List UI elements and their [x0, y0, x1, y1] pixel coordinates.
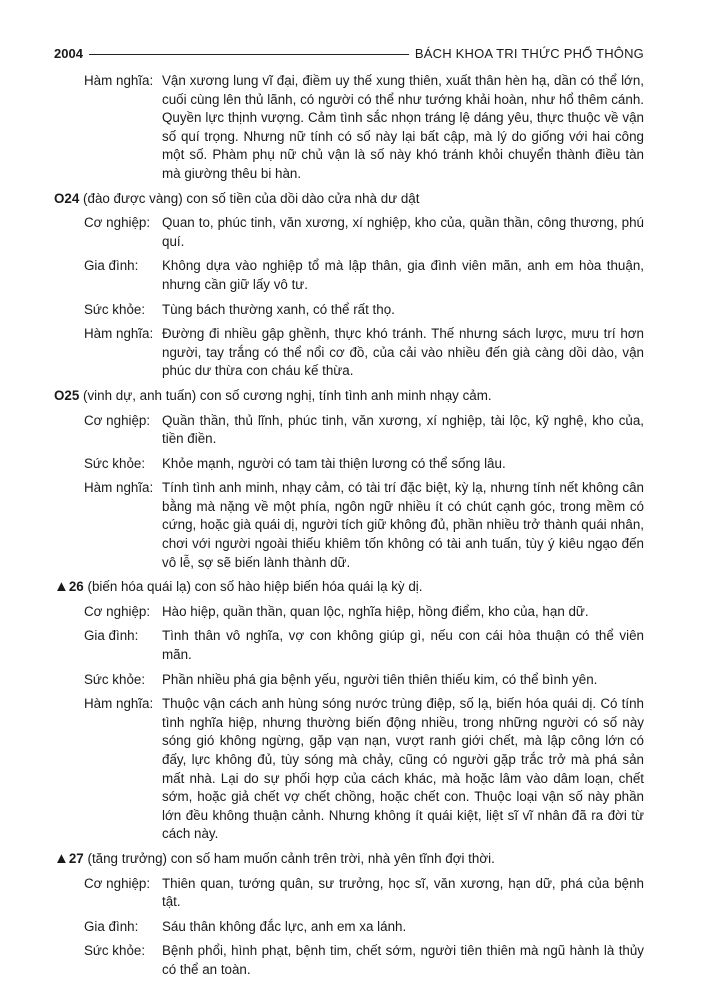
section-number: 27 — [68, 850, 84, 866]
entry-row — [54, 325, 644, 381]
entry-label: Cơ nghiệp: — [84, 603, 151, 619]
entry-text: Đường đi nhiều gập ghềnh, thực khó tránh. Thế nhưng sách lược, mưu trí hơn người, tay trắng có thể nổi cơ đồ, của cải vào nhiều đến già càng dồi dào, vận phúc dư thừa con cháu kế thừa. — [162, 326, 644, 379]
document-page — [54, 44, 644, 986]
entry-label: Gia đình: — [84, 628, 139, 644]
entry-text: Quần thần, thủ lĩnh, phúc tinh, văn xương, xí nghiệp, tài lộc, kỹ nghệ, kho của, tiền điền. — [162, 412, 644, 447]
section-number: 26 — [68, 579, 84, 595]
entry-row — [54, 942, 644, 979]
entry-label: Hàm nghĩa: — [84, 326, 154, 342]
entry-label: Sức khỏe: — [84, 455, 146, 471]
section-heading — [54, 850, 644, 869]
entry-label: Cơ nghiệp: — [84, 215, 151, 231]
entry-text: Vận xương lung vĩ đại, điềm uy thế xung thiên, xuất thân hèn hạ, dần có thể lớn, cuối cùng lên thủ lãnh, có người có thể như tướng khải hoàn, như hổ thêm cánh. Quyền lực thịnh vượng. Cảm tình sắc nhọn tráng lệ dáng yêu, thực thuộc về vận số quí trọng. Nhưng nữ tính có số này lại bất cập, mà lý do giống với hai công một số. Phàm phụ nữ chủ vận là số này khó tránh khỏi chuyển thành điều tàn mà giường thêu bi hàn. — [162, 73, 644, 181]
entry-label: Hàm nghĩa: — [84, 696, 154, 712]
page-number: 2004 — [54, 45, 83, 61]
running-header — [54, 44, 644, 64]
entry-text: Tình thân vô nghĩa, vợ con không giúp gì, nếu con cái hòa thuận có thể viên mãn. — [162, 628, 644, 663]
entry-text: Tùng bách thường xanh, có thể rất thọ. — [162, 301, 395, 317]
entry-row — [54, 301, 644, 320]
section-title: (vinh dự, anh tuấn) con số cương nghị, tính tình anh minh nhạy cảm. — [79, 387, 492, 403]
entry-text: Bệnh phổi, hình phạt, bệnh tim, chết sớm, người tiên thiên mà ngũ hành là thủy có thể an toàn. — [162, 943, 644, 977]
header-rule — [89, 54, 409, 55]
entry-row — [54, 412, 644, 449]
entry-label: Sức khỏe: — [84, 943, 146, 959]
entry-text: Tính tình anh minh, nhạy cảm, có tài trí đặc biệt, kỳ lạ, nhưng tính nết không cân bằng mà nặng về một phía, ngôn ngữ nhiều ít có chút cạnh góc, trong mềm có cứng, hoặc già quái dị, người tích giữ không đủ, phần nhiều trở thành quái nhân, chơi với người ngoài thiếu khiêm tốn không có tài anh tuấn, tùy ý kiêu ngạo đến vô lễ, sợ sẽ biến lành thành dữ. — [162, 480, 644, 570]
entry-row — [54, 455, 644, 474]
entry-label: Hàm nghĩa: — [84, 480, 154, 496]
entry-text: Không dựa vào nghiệp tổ mà lập thân, gia đình viên mãn, anh em hòa thuận, nhưng cần giữ lấy vô tư. — [162, 258, 644, 292]
entry-text: Thiên quan, tướng quân, sư trưởng, học sĩ, văn xương, hạn dữ, phá của bệnh tật. — [162, 875, 644, 910]
entry-text: Sáu thân không đắc lực, anh em xa lánh. — [162, 918, 407, 934]
page-content — [54, 72, 644, 980]
entry-row — [54, 603, 644, 622]
entry-row — [54, 671, 644, 690]
entry-label: Cơ nghiệp: — [84, 412, 151, 428]
entry-row — [54, 918, 644, 937]
entry-row — [54, 479, 644, 572]
entry-label: Hàm nghĩa: — [84, 73, 154, 88]
entry-text: Hào hiệp, quần thần, quan lộc, nghĩa hiệp, hồng điểm, kho của, hạn dữ. — [162, 603, 589, 619]
entry-row — [54, 72, 644, 184]
book-title: BÁCH KHOA TRI THỨC PHỔ THÔNG — [414, 45, 644, 61]
section-number: O24 — [54, 190, 80, 206]
section-heading — [54, 578, 644, 597]
entry-label: Sức khỏe: — [84, 301, 146, 317]
entry-label: Gia đình: — [84, 918, 139, 934]
entry-label: Gia đình: — [84, 258, 139, 274]
section-number: O25 — [54, 387, 80, 403]
triangle-marker-icon: ▲ — [54, 849, 69, 867]
entry-label: Cơ nghiệp: — [84, 875, 151, 891]
section-title: (tăng trưởng) con số ham muốn cảnh trên trời, nhà yên tĩnh đợi thời. — [83, 850, 495, 866]
triangle-marker-icon: ▲ — [54, 578, 69, 596]
section-heading — [54, 190, 644, 209]
entry-text: Quan to, phúc tinh, văn xương, xí nghiệp, kho của, quần thần, công thương, phú quí. — [162, 215, 644, 249]
section-title: (đào được vàng) con số tiền của dồi dào cửa nhà dư dật — [79, 190, 420, 206]
entry-text: Khỏe mạnh, người có tam tài thiện lương có thể sống lâu. — [162, 455, 506, 471]
entry-text: Thuộc vận cách anh hùng sóng nước trùng điệp, số lạ, biến hóa quái dị. Có tính tình nghĩa hiệp, nhưng thường biến động nhiều, trong những người có số này sóng gió không ngừng, gặp vạn nạn, vượt ranh giới chết, mà lập công lớn có đấy, lực không đủ, tùy sóng mà chảy, cũng có người gặp trắc trở mà phá sản mất nhà. Lại do sự phối hợp của cách khác, mà hoặc lâm vào dâm loạn, chết sớm, hoặc giả chết vợ chết chồng, hoặc chết con. Thuộc loại vận số này phần lớn đều không thuận cảnh. Nhưng không ít quái kiệt, liệt sĩ vĩ nhân đã ra đời từ cách này. — [162, 696, 644, 842]
entry-row — [54, 627, 644, 664]
entry-row — [54, 214, 644, 251]
entry-text: Phần nhiều phá gia bệnh yếu, người tiên thiên thiếu kim, có thể bình yên. — [162, 671, 598, 687]
entry-label: Sức khỏe: — [84, 671, 146, 687]
entry-row — [54, 875, 644, 912]
entry-row — [54, 695, 644, 844]
section-heading — [54, 387, 644, 406]
entry-row — [54, 257, 644, 294]
section-title: (biến hóa quái lạ) con số hào hiệp biến hóa quái lạ kỳ dị. — [83, 579, 423, 595]
